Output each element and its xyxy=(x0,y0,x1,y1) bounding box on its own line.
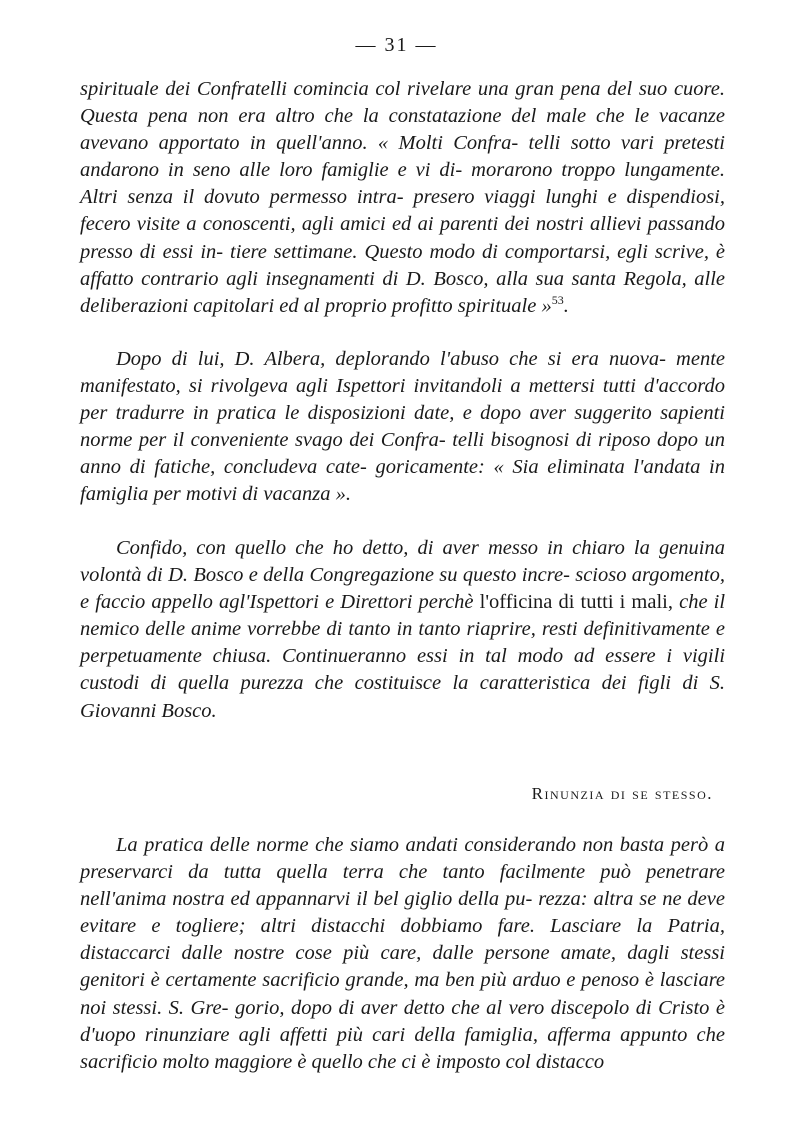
text-line: fare. Lasciare la Patria, distaccarci dalle nostre cose più care, xyxy=(80,915,725,965)
upright-phrase: l'officina di tutti i mali, xyxy=(479,591,673,614)
text-line: Dopo di lui, D. Albera, deplorando l'abuso che si era nuova- xyxy=(116,348,666,370)
text-line: tiere settimane. Questo modo di comportarsi, egli scrive, è affatto xyxy=(80,240,725,290)
text-line: che sacrificio molto maggiore è quello che ci è imposto col distacco xyxy=(80,1023,725,1073)
page-number: — 31 — xyxy=(355,34,438,56)
text-line: tutti d'accordo per tradurre in pratica le disposizioni date, e dopo xyxy=(80,375,726,425)
section-heading: Rinunzia di se stesso. xyxy=(531,784,713,803)
text-line: Continueranno essi in tal modo ad essere i vigili custodi di quella xyxy=(80,645,726,695)
footnote-reference: 53 xyxy=(551,292,564,307)
text-punctuation: . xyxy=(563,294,569,317)
text-line: alle deliberazioni capitolari ed al proprio profitto spirituale » xyxy=(80,267,725,317)
text-line: goricamente: « Sia eliminata l'andata in famiglia per motivi di xyxy=(80,456,726,506)
text-line: mente manifestato, si rivolgeva agli Ispettori invitandoli a mettersi xyxy=(80,348,725,398)
text-line: che il nemico delle anime vorrebbe di tanto xyxy=(80,591,726,641)
paragraph-confratelli-vacanze xyxy=(80,76,725,320)
text-line: La pratica delle norme che siamo andati considerando non basta xyxy=(116,834,665,856)
text-line: rinunziare agli affetti più cari della famiglia, afferma appunto xyxy=(144,1023,688,1046)
text-line: scioso argomento, e faccio appello agl'Ispettori e Direttori perchè xyxy=(80,564,725,614)
text-line: in tanto riaprire, resti definitivamente e perpetuamente chiusa. xyxy=(80,618,725,668)
paragraph-confido xyxy=(80,535,725,725)
text-line: gorio, dopo di aver detto che al vero discepolo di Cristo è d'uopo xyxy=(80,996,725,1046)
text-line: che le vacanze avevano apportato in quell'anno. « Molti Confra- xyxy=(80,105,725,155)
text-line: purezza che costituisce la caratteristica dei figli di S. Giovanni xyxy=(80,672,725,722)
text-line: rezza: altra se ne deve evitare e togliere; altri distacchi dobbiamo xyxy=(80,888,725,938)
paragraph-rinunzia xyxy=(80,832,725,1076)
text-line: Confido, con quello che ho detto, di aver messo in chiaro la xyxy=(116,537,650,559)
text-line: telli bisognosi di riposo dopo un anno di fatiche, concludeva cate- xyxy=(80,429,726,479)
text-line: dalle persone amate, dagli stessi genitori è certamente sacrificio xyxy=(80,942,726,992)
text-line: spirituale dei Confratelli comincia col rivelare una gran pena del xyxy=(80,78,633,100)
text-line: grande, ma ben più arduo e penoso è lasciare noi stessi. S. Gre- xyxy=(80,969,726,1019)
text-line: genuina volontà di D. Bosco e della Congregazione su questo incre- xyxy=(80,537,725,587)
text-line: contrario agli insegnamenti di D. Bosco, alla sua santa Regola, xyxy=(141,267,687,290)
text-line: amici ed ai parenti dei nostri allievi passando presso di essi in- xyxy=(80,213,726,263)
text-line: però a preservarci da tutta quella terra che tanto facilmente può xyxy=(80,834,725,884)
text-line: morarono troppo lungamente. Altri senza il dovuto permesso intra- xyxy=(80,159,726,209)
text-line: suo cuore. Questa pena non era altro che la constatazione del male xyxy=(80,78,725,128)
text-line: presero viaggi lunghi e dispendiosi, fecero visite a conoscenti, agli xyxy=(80,186,725,236)
text-line: aver suggerito sapienti norme per il conveniente svago dei Confra- xyxy=(80,402,725,452)
text-line: Bosco. xyxy=(161,699,217,722)
text-line: telli sotto vari pretesti andarono in seno alle loro famiglie e vi di- xyxy=(80,132,725,182)
text-line: vacanza ». xyxy=(263,483,352,506)
text-line: penetrare nell'anima nostra ed appannarvi il bel giglio della pu- xyxy=(80,861,726,911)
paragraph-albera xyxy=(80,346,725,509)
